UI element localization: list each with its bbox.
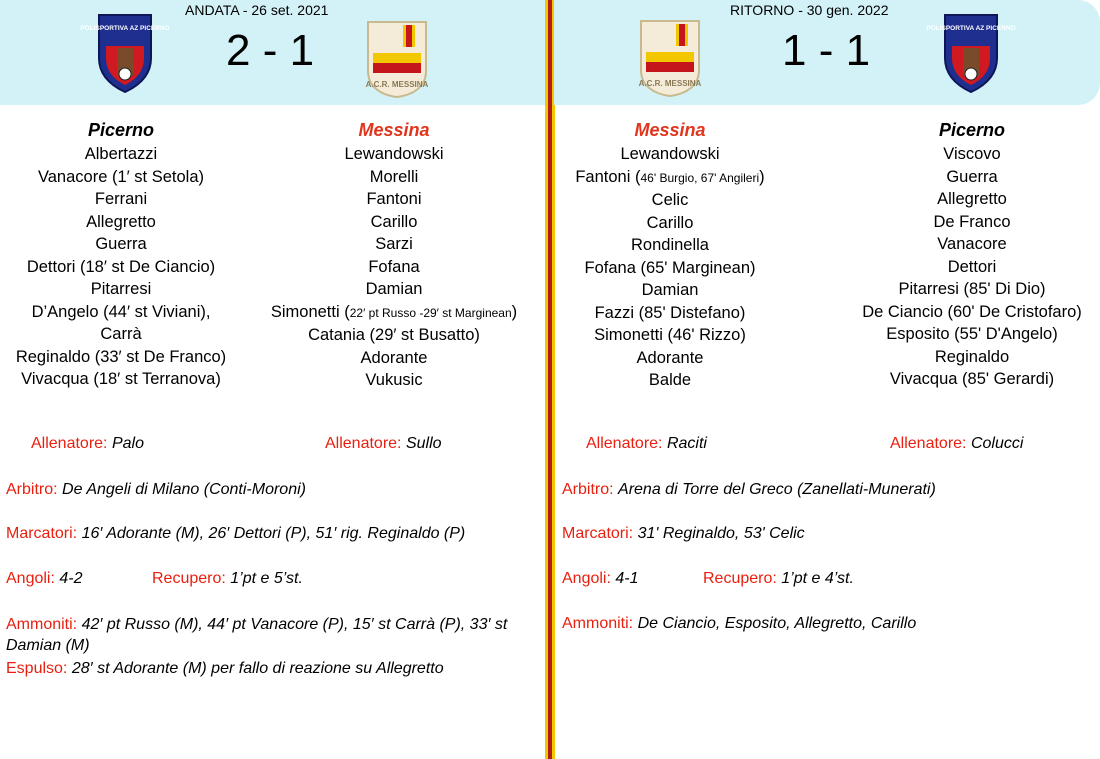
- ritorno-home-player-list: [554, 143, 786, 392]
- player-row: De Ciancio (60' De Cristofaro): [862, 302, 1082, 321]
- player-row: Vivacqua (85' Gerardi): [889, 370, 1055, 388]
- player-row: Albertazzi: [84, 145, 158, 163]
- player-name: Fantoni: [366, 190, 422, 208]
- player-row: [554, 369, 786, 392]
- player-name: Carillo: [646, 213, 694, 232]
- player-name: Fantoni (: [575, 167, 641, 186]
- player-row: Vanacore: [937, 235, 1007, 253]
- messina-crest-icon: [638, 18, 702, 103]
- andata-away-team-name: Messina: [358, 120, 430, 140]
- player-row: Vanacore (1′ st Setola): [37, 167, 205, 186]
- andata-angoli: Angoli: 4-2: [6, 570, 83, 587]
- player-row: Esposito (55' D'Angelo): [886, 325, 1058, 343]
- player-name: Fofana (65' Marginean): [584, 258, 756, 277]
- player-row: [244, 166, 544, 189]
- player-row: [244, 211, 544, 234]
- player-row: Viscovo: [943, 145, 1001, 163]
- player-name: Simonetti (: [270, 302, 350, 321]
- andata-away-player-list: [244, 143, 544, 392]
- player-name: Damian: [641, 281, 699, 299]
- ritorno-away-team-name: Picerno: [938, 120, 1006, 140]
- andata-section: [0, 0, 546, 759]
- player-row: Dettori: [947, 257, 997, 276]
- andata-arbitro: Arbitro: De Angeli di Milano (Conti-Moroni): [6, 481, 306, 498]
- player-row: Allegretto: [937, 190, 1007, 208]
- player-row: [244, 233, 544, 256]
- andata-away-coach: Allenatore: Sullo: [325, 435, 442, 452]
- picerno-crest-icon: [80, 12, 170, 99]
- andata-home-coach: Allenatore: Palo: [31, 435, 144, 452]
- player-row: Reginaldo: [934, 347, 1010, 366]
- messina-crest-text: A.C.R. MESSINA: [638, 79, 702, 88]
- player-row: [244, 369, 544, 392]
- player-row: [554, 347, 786, 370]
- player-row: Guerra: [95, 235, 147, 253]
- ritorno-label: RITORNO - 30 gen. 2022: [730, 2, 889, 18]
- player-row: Pitarresi (85' Di Dio): [898, 280, 1046, 298]
- player-name: Fazzi (85' Distefano): [594, 303, 746, 322]
- ritorno-home-coach: Allenatore: Raciti: [586, 435, 707, 452]
- player-row: Dettori (18′ st De Ciancio): [26, 257, 216, 276]
- player-name: Lewandowski: [344, 145, 444, 163]
- player-row: D’Angelo (44′ st Viviani),: [31, 302, 211, 321]
- player-name: Vukusic: [365, 371, 423, 389]
- ritorno-ammoniti: Ammoniti: De Ciancio, Esposito, Allegretto, Carillo: [562, 615, 917, 632]
- player-name-tail: ): [759, 167, 765, 186]
- andata-marcatori: Marcatori: 16′ Adorante (M), 26′ Dettori (P), 51′ rig. Reginaldo (P): [6, 525, 466, 542]
- player-row: [554, 257, 786, 280]
- player-name: Sarzi: [375, 235, 413, 253]
- player-name: Carillo: [370, 212, 418, 231]
- player-row: Vivacqua (18′ st Terranova): [21, 370, 221, 388]
- player-row: [244, 256, 544, 279]
- player-name: Damian: [365, 280, 423, 298]
- player-row: [554, 279, 786, 302]
- ritorno-away-player-list: [844, 143, 1100, 391]
- player-row: [554, 166, 786, 190]
- player-row: [244, 301, 544, 325]
- ritorno-arbitro: Arbitro: Arena di Torre del Greco (Zanellati-Munerati): [562, 481, 936, 498]
- player-name: Adorante: [636, 348, 704, 367]
- player-row: Carrà: [100, 325, 142, 343]
- picerno-crest-text: POLISPORTIVA AZ PICERNO: [80, 25, 170, 32]
- player-row: [554, 143, 786, 166]
- player-row: [244, 347, 544, 370]
- andata-espulso: Espulso: 28′ st Adorante (M) per fallo di reazione su Allegretto: [6, 660, 444, 677]
- ritorno-away-coach: Allenatore: Colucci: [890, 435, 1024, 452]
- player-row: [244, 143, 544, 166]
- player-row: Guerra: [946, 167, 998, 186]
- ritorno-score: 1 - 1: [782, 26, 871, 75]
- picerno-crest-icon: [926, 12, 1016, 99]
- player-row: De Franco: [933, 212, 1011, 231]
- player-substitution: 46' Burgio, 67' Angileri: [640, 170, 760, 185]
- player-name-tail: ): [511, 302, 518, 321]
- player-substitution: 22′ pt Russo -29′ st Marginean: [349, 305, 512, 320]
- player-name: Simonetti (46' Rizzo): [594, 326, 746, 344]
- player-row: [554, 234, 786, 257]
- player-row: [244, 188, 544, 211]
- andata-home-team-name: Picerno: [87, 120, 155, 140]
- player-row: [554, 324, 786, 347]
- player-row: [244, 278, 544, 301]
- messina-crest-text: A.C.R. MESSINA: [365, 80, 429, 89]
- player-name: Celic: [651, 191, 689, 209]
- player-row: [554, 302, 786, 325]
- ritorno-angoli: Angoli: 4-1: [562, 570, 639, 587]
- player-row: [244, 324, 544, 347]
- andata-ammoniti: Ammoniti: 42′ pt Russo (M), 44′ pt Vanacore (P), 15′ st Carrà (P), 33′ st Damian (M): [6, 616, 508, 654]
- player-name: Rondinella: [631, 236, 709, 254]
- andata-away-lineup: [244, 118, 544, 392]
- ritorno-banner: [554, 0, 1100, 105]
- player-row: Ferrani: [94, 190, 148, 208]
- player-name: Adorante: [360, 348, 428, 367]
- messina-crest-icon: [365, 19, 429, 104]
- player-name: Catania (29′ st Busatto): [308, 326, 480, 344]
- player-name: Fofana: [368, 257, 420, 276]
- player-name: Lewandowski: [620, 145, 720, 163]
- ritorno-home-team-name: Messina: [634, 120, 706, 140]
- andata-recupero: Recupero: 1’pt e 5’st.: [152, 570, 303, 587]
- ritorno-marcatori: Marcatori: 31' Reginaldo, 53' Celic: [562, 525, 805, 542]
- andata-home-lineup: [0, 118, 242, 391]
- player-row: Reginaldo (33′ st De Franco): [15, 347, 227, 366]
- ritorno-away-lineup: [844, 118, 1100, 391]
- ritorno-section: [554, 0, 1100, 759]
- picerno-crest-text: POLISPORTIVA AZ PICERNO: [926, 25, 1016, 32]
- player-row: [554, 212, 786, 235]
- ritorno-home-lineup: [554, 118, 786, 392]
- andata-banner: [0, 0, 546, 105]
- player-row: [554, 189, 786, 212]
- player-row: Allegretto: [86, 212, 156, 231]
- player-row: Pitarresi: [90, 280, 152, 298]
- ritorno-recupero: Recupero: 1’pt e 4’st.: [703, 570, 854, 587]
- andata-score: 2 - 1: [226, 26, 315, 75]
- andata-label: ANDATA - 26 set. 2021: [185, 2, 329, 18]
- player-name: Balde: [648, 371, 692, 389]
- andata-home-player-list: [0, 143, 242, 391]
- player-name: Morelli: [369, 167, 419, 186]
